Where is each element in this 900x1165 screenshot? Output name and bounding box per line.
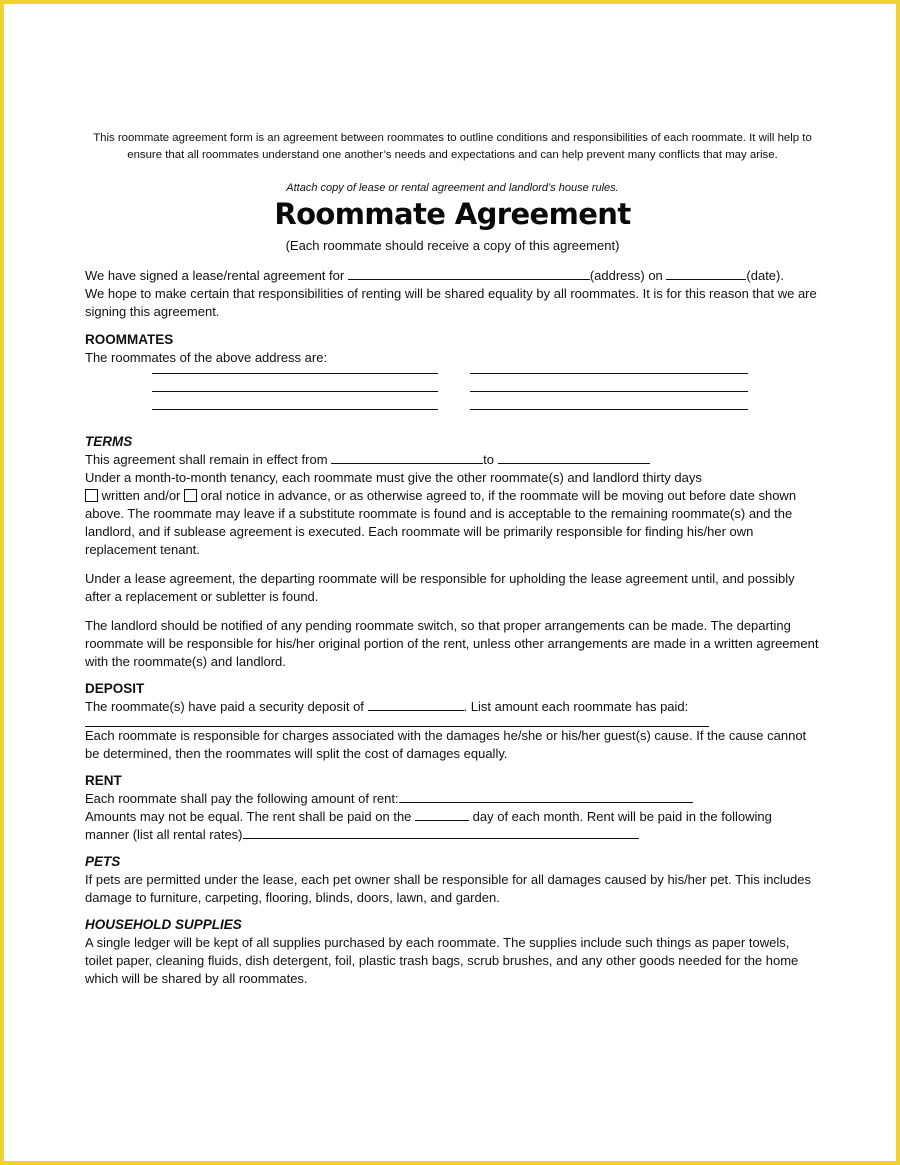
roommate-name-line[interactable] (470, 373, 748, 374)
deposit-amount-field[interactable] (368, 698, 464, 711)
lease-paragraph: Under a lease agreement, the departing roommate will be responsible for upholding the lease agreement until, and possibly after a replacement or subletter is found. (85, 571, 795, 604)
written-notice-checkbox[interactable] (85, 489, 98, 502)
document-content (85, 130, 820, 988)
rental-rates-field[interactable] (243, 826, 639, 839)
deposit-paragraph (85, 698, 820, 716)
date-field[interactable] (666, 267, 746, 280)
intro-paragraph: This roommate agreement form is an agreement between roommates to outline conditions and responsibilities of each roommate. It will help to ensure that all roommates understand one another’s needs and expectations and can help prevent many conflicts that may arise. (93, 132, 812, 161)
written-label: written and/or (98, 488, 184, 503)
rent-paragraph (85, 790, 820, 844)
oral-notice-text: oral notice in advance, or as otherwise agreed to, if the roommate will be moving out before date shown above. The roommate may leave if a substitute roommate is found and is acceptable to the remaining roommate(s) and the landlord, and if sublease agreement is executed. Each roommate will be primarily responsible for finding his/her own replacement tenant. (85, 488, 797, 557)
opening-text-3: (date). (746, 268, 784, 283)
attach-note: Attach copy of lease or rental agreement and landlord’s house rules. (286, 182, 619, 194)
subtitle: (Each roommate should receive a copy of this agreement) (285, 238, 620, 253)
oral-notice-checkbox[interactable] (184, 489, 197, 502)
landlord-paragraph: The landlord should be notified of any pending roommate switch, so that proper arrangements can be made. The departing roommate will be responsible for his/her original portion of the rent, unless other arrangements are made in a written agreement with the roommate(s) and landlord. (85, 618, 819, 669)
household-paragraph: A single ledger will be kept of all supplies purchased by each roommate. The supplies include such things as paper towels, toilet paper, cleaning fluids, dish detergent, foil, plastic trash bags, scrub brushes, and any other goods needed for the home which will be shared by all roommates. (85, 935, 799, 986)
end-date-field[interactable] (498, 451, 650, 464)
pets-section (85, 853, 820, 907)
roommate-name-line[interactable] (152, 409, 438, 410)
rent-text-4: manner (list all rental rates) (85, 827, 243, 842)
opening-text-1: We have signed a lease/rental agreement for (85, 268, 348, 283)
rent-section (85, 772, 820, 844)
roommates-section (85, 331, 820, 445)
rent-text-2: Amounts may not be equal. The rent shall be paid on the (85, 809, 416, 824)
deposit-section (85, 680, 820, 763)
roommate-name-line[interactable] (152, 373, 438, 374)
roommate-name-line[interactable] (470, 409, 748, 410)
terms-paragraph (85, 451, 820, 559)
damages-paragraph: Each roommate is responsible for charges associated with the damages he/she or his/her guest(s) cause. If the cause cannot be determined, then the roommates will split the cost of damages equally. (85, 728, 807, 761)
address-field[interactable] (348, 267, 590, 280)
start-date-field[interactable] (331, 451, 483, 464)
roommates-text: The roommates of the above address are: (85, 350, 328, 365)
page-title: Roommate Agreement (274, 197, 631, 231)
roommate-name-line[interactable] (152, 391, 438, 392)
deposit-text-2: . List amount each roommate has paid: (463, 699, 689, 714)
pets-paragraph: If pets are permitted under the lease, each pet owner shall be responsible for all damages caused by his/her pet. This includes damage to furniture, carpeting, flooring, blinds, doors, lawn, and garden. (85, 872, 812, 905)
opening-paragraph (85, 267, 820, 321)
terms-notice-line: Under a month-to-month tenancy, each roommate must give the other roommate(s) and landlord thirty days (85, 470, 702, 485)
terms-effect-text-1: This agreement shall remain in effect from (85, 452, 332, 467)
deposit-text-1: The roommate(s) have paid a security deposit of (85, 699, 368, 714)
terms-section (85, 433, 820, 671)
roommate-name-line[interactable] (470, 391, 748, 392)
rent-heading: RENT (85, 773, 122, 788)
roommate-signature-lines (85, 367, 820, 445)
rent-amount-field[interactable] (399, 790, 693, 803)
rent-day-field[interactable] (415, 808, 469, 821)
opening-section (85, 267, 820, 321)
terms-effect-text-2: to (483, 452, 498, 467)
roommates-heading: ROOMMATES (85, 332, 174, 347)
opening-text-2: (address) on (589, 268, 667, 283)
pets-heading: PETS (85, 854, 121, 869)
rent-text-1: Each roommate shall pay the following amount of rent: (85, 791, 399, 806)
household-heading: HOUSEHOLD SUPPLIES (85, 917, 242, 932)
rent-text-3: day of each month. Rent will be paid in the following (469, 809, 772, 824)
household-section (85, 916, 820, 988)
deposit-heading: DEPOSIT (85, 681, 145, 696)
opening-text-4: We hope to make certain that responsibilities of renting will be shared equality by all roommates. It is for this reason that we are signing this agreement. (85, 286, 817, 319)
terms-heading: TERMS (85, 434, 133, 449)
